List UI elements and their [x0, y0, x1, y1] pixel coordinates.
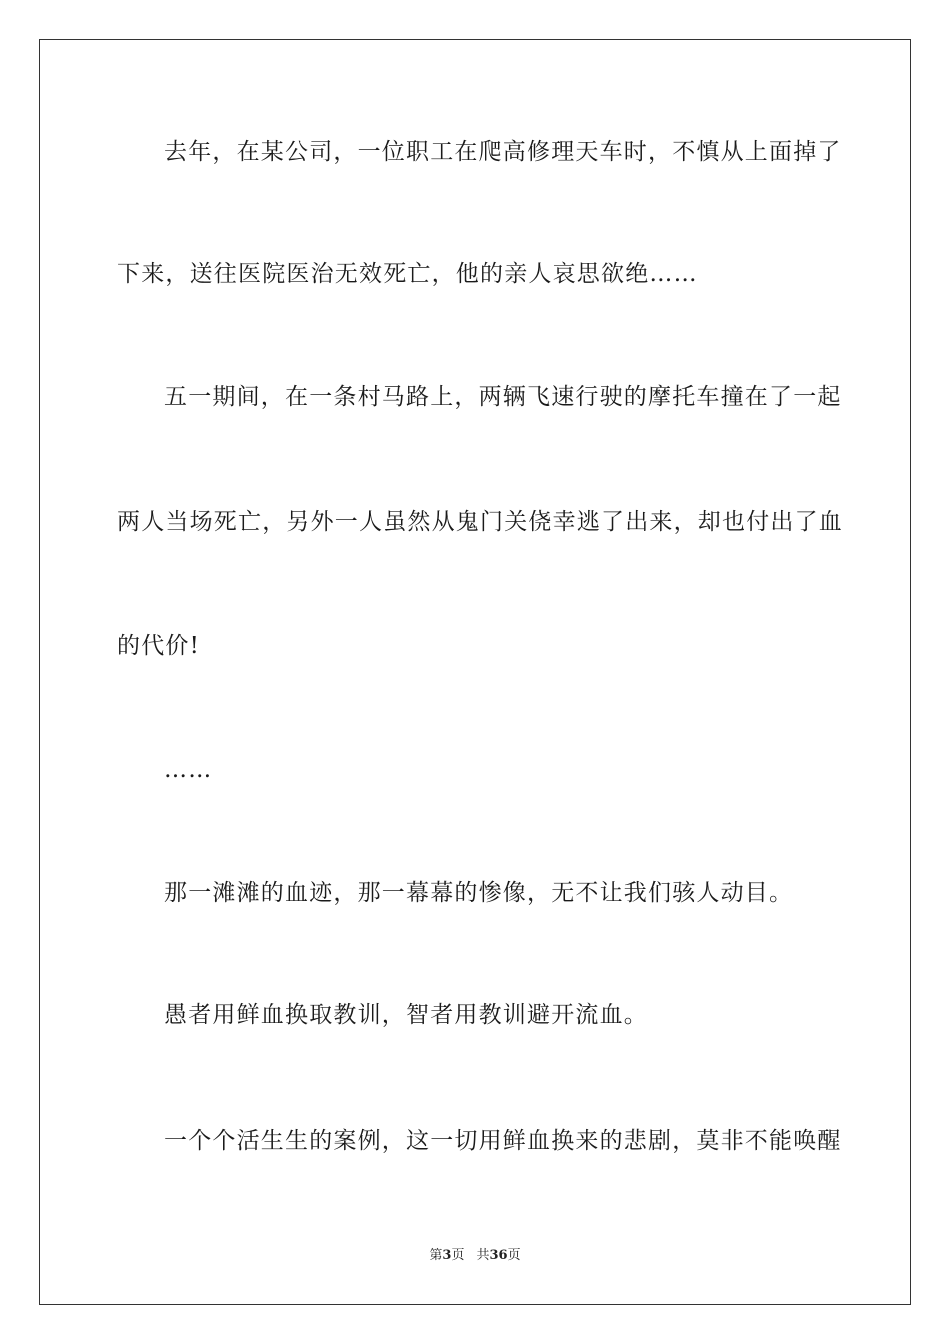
paragraph-line-7: 那一滩滩的血迹，那一幕幕的惨像，无不让我们骇人动目。 [164, 880, 794, 906]
footer-total-pages: 36 [489, 1248, 508, 1263]
paragraph-line-6: …… [164, 757, 213, 783]
paragraph-line-2: 下来，送往医院医治无效死亡，他的亲人哀思欲绝…… [117, 261, 698, 287]
page-footer [0, 1247, 950, 1265]
paragraph-line-5: 的代价! [117, 633, 201, 659]
footer-page-number: 3 [442, 1248, 452, 1263]
paragraph-line-4: 两人当场死亡，另外一人虽然从鬼门关侥幸逃了出来，却也付出了血 [117, 509, 843, 535]
paragraph-line-1: 去年，在某公司，一位职工在爬高修理天车时，不慎从上面掉了 [164, 139, 842, 165]
page-border [39, 39, 911, 1305]
paragraph-line-3: 五一期间，在一条村马路上，两辆飞速行驶的摩托车撞在了一起 [164, 384, 842, 410]
footer-page-suffix: 页 [451, 1248, 465, 1263]
footer-total-prefix: 共 [476, 1248, 490, 1263]
footer-page-prefix: 第 [429, 1248, 443, 1263]
paragraph-line-8: 愚者用鲜血换取教训，智者用教训避开流血。 [164, 1002, 648, 1028]
paragraph-line-9: 一个个活生生的案例，这一切用鲜血换来的悲剧，莫非不能唤醒 [164, 1128, 842, 1154]
footer-total-suffix: 页 [507, 1248, 521, 1263]
